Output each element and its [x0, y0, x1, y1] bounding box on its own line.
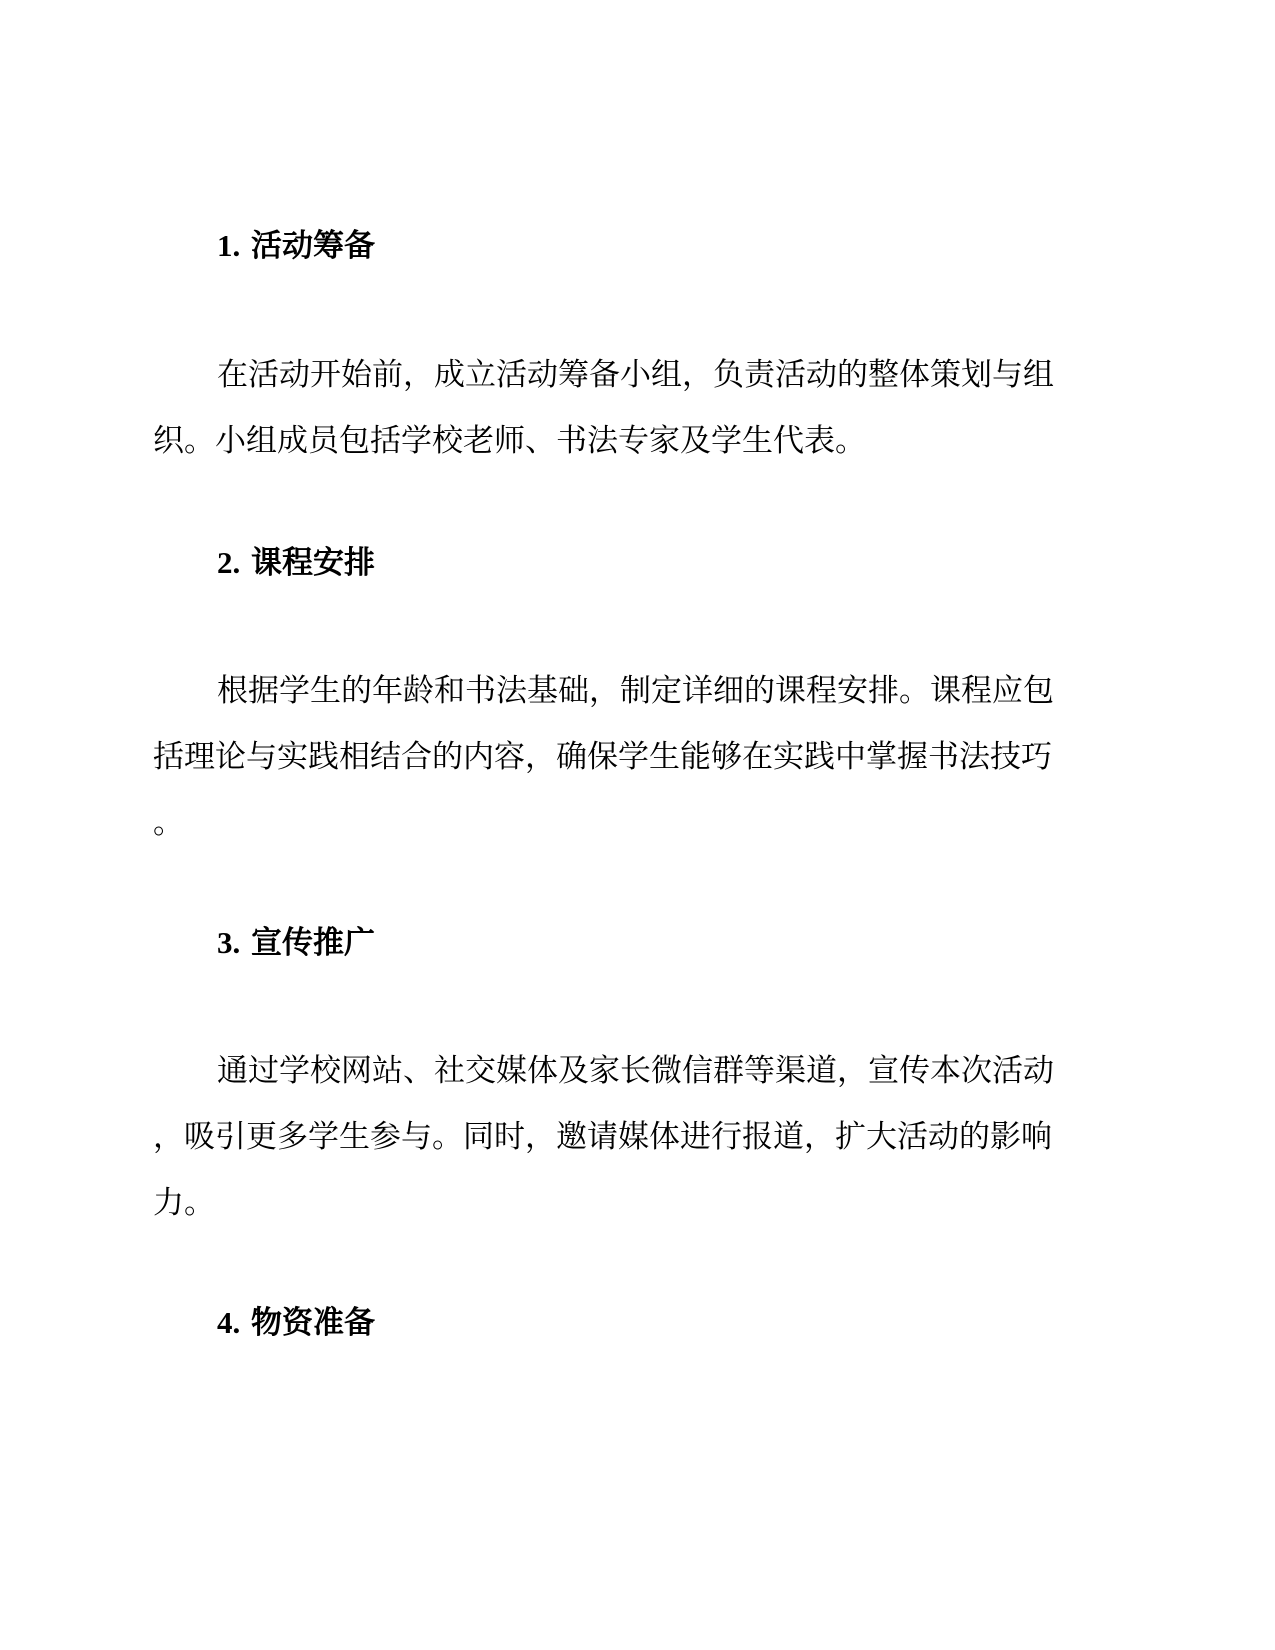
- section-1-title: 活动筹备: [251, 228, 376, 264]
- paragraph-line: 。: [153, 805, 184, 841]
- section-3-title: 宣传推广: [251, 925, 376, 961]
- paragraph-line: 根据学生的年龄和书法基础，制定详细的课程安排。课程应包: [217, 673, 1054, 709]
- section-3-paragraph: [153, 1038, 1123, 1236]
- paragraph-line: ，吸引更多学生参与。同时，邀请媒体进行报道，扩大活动的影响: [153, 1119, 1052, 1155]
- section-2-paragraph: [153, 658, 1123, 856]
- section-3-number: 3.: [217, 925, 241, 960]
- section-2-heading: [217, 545, 375, 581]
- section-1-number: 1.: [217, 228, 241, 263]
- paragraph-line: 括理论与实践相结合的内容，确保学生能够在实践中掌握书法技巧: [153, 739, 1052, 775]
- section-4-title: 物资准备: [251, 1305, 376, 1341]
- section-4-number: 4.: [217, 1305, 241, 1340]
- paragraph-line: 织。小组成员包括学校老师、书法专家及学生代表。: [153, 423, 866, 459]
- section-3-heading: [217, 925, 375, 961]
- paragraph-line: 力。: [153, 1185, 215, 1221]
- section-1-heading: [217, 228, 375, 264]
- section-2-title: 课程安排: [251, 545, 376, 581]
- paragraph-line: 在活动开始前，成立活动筹备小组，负责活动的整体策划与组: [217, 357, 1054, 393]
- paragraph-line: 通过学校网站、社交媒体及家长微信群等渠道，宣传本次活动: [217, 1053, 1054, 1089]
- section-1-paragraph: [153, 342, 1123, 474]
- section-2-number: 2.: [217, 545, 241, 580]
- section-4-heading: [217, 1305, 375, 1341]
